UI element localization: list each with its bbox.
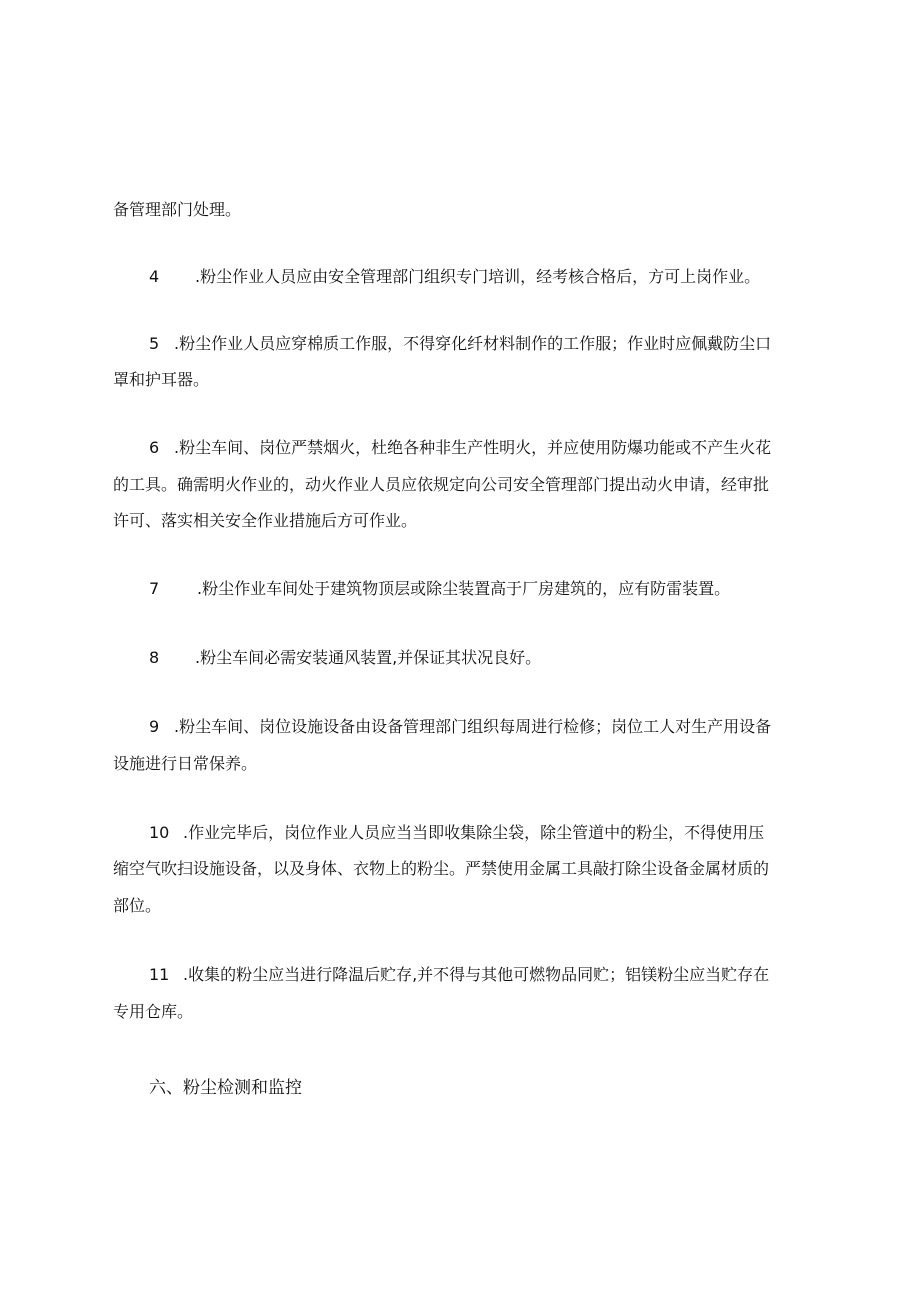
item-text: .作业完毕后，岗位作业人员应当当即收集除尘袋，除尘管道中的粉尘，不得使用压 xyxy=(183,823,765,842)
item-text: .粉尘作业人员应由安全管理部门组织专门培训，经考核合格后，方可上岗作业。 xyxy=(195,267,761,286)
item-text: 专用仓库。 xyxy=(113,1002,194,1021)
item-text: .粉尘车间、岗位严禁烟火，杜绝各种非生产性明火，并应使用防爆功能或不产生火花 xyxy=(174,438,772,457)
item-text: 缩空气吹扫设施设备，以及身体、衣物上的粉尘。严禁使用金属工具敲打除尘设备金属材质的 xyxy=(113,859,770,878)
item-text: .粉尘作业车间处于建筑物顶层或除尘装置高于厂房建筑的，应有防雷装置。 xyxy=(197,579,731,598)
item-number: 7 xyxy=(149,579,160,598)
item-text: 的工具。确需明火作业的，动火作业人员应依规定向公司安全管理部门提出动火申请，经审批 xyxy=(113,475,770,494)
item-text: .粉尘车间、岗位设施设备由设备管理部门组织每周进行检修；岗位工人对生产用设备 xyxy=(174,717,772,736)
item-number: 4 xyxy=(149,267,160,286)
item-number: 5 xyxy=(149,334,160,353)
item-text: 罩和护耳器。 xyxy=(113,370,210,389)
item-text: 许可、落实相关安全作业措施后方可作业。 xyxy=(113,511,418,530)
item-text: 部位。 xyxy=(113,896,162,915)
item-number: 11 xyxy=(149,965,170,984)
item-number: 6 xyxy=(149,438,160,457)
item-text: .粉尘作业人员应穿棉质工作服，不得穿化纤材料制作的工作服；作业时应佩戴防尘口 xyxy=(174,334,772,353)
section-heading-text: 六、粉尘检测和监控 xyxy=(149,1078,302,1098)
item-text: .收集的粉尘应当进行降温后贮存,并不得与其他可燃物品同贮；铝镁粉尘应当贮存在 xyxy=(183,965,770,984)
item-number: 8 xyxy=(149,648,160,667)
item-number: 10 xyxy=(149,823,170,842)
item-number: 9 xyxy=(149,717,160,736)
paragraph-text: 备管理部门处理。 xyxy=(113,200,242,219)
item-text: .粉尘车间必需安装通风装置,并保证其状况良好。 xyxy=(195,648,542,667)
item-text: 设施进行日常保养。 xyxy=(113,754,258,773)
